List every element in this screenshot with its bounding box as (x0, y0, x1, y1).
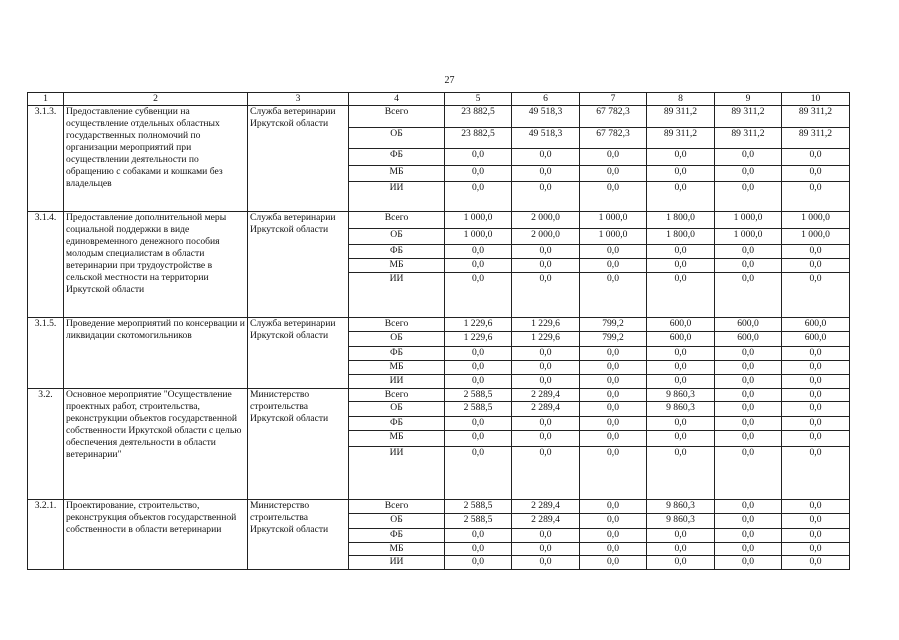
amount-cell: 2 588,5 (445, 389, 512, 402)
amount-cell: 0,0 (512, 149, 580, 166)
amount-cell: 0,0 (782, 556, 850, 570)
funding-source: ОБ (349, 332, 445, 347)
amount-cell: 0,0 (782, 431, 850, 447)
funding-source: Всего (349, 106, 445, 128)
row-number: 3.1.3. (28, 106, 64, 212)
amount-cell: 0,0 (782, 514, 850, 529)
amount-cell: 23 882,5 (445, 106, 512, 128)
amount-cell: 0,0 (580, 529, 647, 543)
funding-source: ОБ (349, 514, 445, 529)
funding-source: ИИ (349, 273, 445, 318)
amount-cell: 0,0 (445, 431, 512, 447)
amount-cell: 0,0 (715, 166, 782, 182)
amount-cell: 89 311,2 (715, 128, 782, 149)
amount-cell: 0,0 (445, 182, 512, 212)
amount-cell: 0,0 (647, 245, 715, 259)
header-cell: 2 (64, 93, 248, 106)
amount-cell: 0,0 (445, 166, 512, 182)
activity-name: Проведение мероприятий по консервации и ликвидации скотомогильников (64, 318, 248, 389)
table-row (28, 212, 850, 229)
header-cell: 9 (715, 93, 782, 106)
amount-cell: 0,0 (580, 361, 647, 375)
amount-cell: 0,0 (580, 375, 647, 389)
amount-cell: 0,0 (445, 417, 512, 431)
amount-cell: 89 311,2 (715, 106, 782, 128)
row-number: 3.2.1. (28, 500, 64, 570)
amount-cell: 23 882,5 (445, 128, 512, 149)
amount-cell: 0,0 (715, 361, 782, 375)
amount-cell: 0,0 (580, 166, 647, 182)
table-row (28, 318, 850, 332)
amount-cell: 1 229,6 (445, 332, 512, 347)
amount-cell: 0,0 (782, 543, 850, 556)
amount-cell: 0,0 (445, 347, 512, 361)
amount-cell: 0,0 (782, 375, 850, 389)
amount-cell: 0,0 (647, 361, 715, 375)
amount-cell: 0,0 (445, 245, 512, 259)
amount-cell: 0,0 (715, 402, 782, 417)
amount-cell: 0,0 (580, 514, 647, 529)
amount-cell: 0,0 (647, 431, 715, 447)
funding-source: ИИ (349, 556, 445, 570)
funding-source: МБ (349, 361, 445, 375)
row-number: 3.1.4. (28, 212, 64, 318)
amount-cell: 0,0 (782, 361, 850, 375)
amount-cell: 89 311,2 (782, 106, 850, 128)
amount-cell: 1 229,6 (445, 318, 512, 332)
amount-cell: 0,0 (512, 259, 580, 273)
amount-cell: 49 518,3 (512, 128, 580, 149)
amount-cell: 0,0 (580, 431, 647, 447)
amount-cell: 1 800,0 (647, 229, 715, 245)
header-cell: 6 (512, 93, 580, 106)
amount-cell: 0,0 (715, 245, 782, 259)
amount-cell: 0,0 (580, 347, 647, 361)
amount-cell: 2 289,4 (512, 500, 580, 514)
amount-cell: 0,0 (512, 347, 580, 361)
amount-cell: 0,0 (782, 149, 850, 166)
amount-cell: 0,0 (647, 149, 715, 166)
amount-cell: 0,0 (445, 361, 512, 375)
amount-cell: 49 518,3 (512, 106, 580, 128)
funding-source: ФБ (349, 149, 445, 166)
amount-cell: 0,0 (715, 417, 782, 431)
amount-cell: 0,0 (715, 447, 782, 500)
amount-cell: 0,0 (445, 375, 512, 389)
activity-name: Проектирование, строительство, реконструкция объектов государственной собственности в области ветеринарии (64, 500, 248, 570)
activity-name: Предоставление субвенции на осуществление отдельных областных государственных полномочий по организации мероприятий при осуществлении деятельности по обращению с собаками и кошками без владельцев (64, 106, 248, 212)
amount-cell: 0,0 (782, 245, 850, 259)
amount-cell: 0,0 (580, 417, 647, 431)
amount-cell: 600,0 (647, 318, 715, 332)
amount-cell: 799,2 (580, 332, 647, 347)
header-cell: 3 (248, 93, 349, 106)
amount-cell: 0,0 (782, 389, 850, 402)
page-number: 27 (444, 75, 455, 86)
amount-cell: 0,0 (512, 166, 580, 182)
amount-cell: 0,0 (580, 402, 647, 417)
amount-cell: 9 860,3 (647, 514, 715, 529)
amount-cell: 0,0 (512, 543, 580, 556)
header-row (28, 93, 850, 106)
budget-table (27, 92, 850, 570)
amount-cell: 0,0 (445, 273, 512, 318)
amount-cell: 67 782,3 (580, 128, 647, 149)
funding-source: ОБ (349, 128, 445, 149)
row-number: 3.2. (28, 389, 64, 500)
funding-source: ФБ (349, 417, 445, 431)
amount-cell: 2 588,5 (445, 514, 512, 529)
amount-cell: 1 000,0 (782, 212, 850, 229)
amount-cell: 0,0 (580, 447, 647, 500)
amount-cell: 2 289,4 (512, 389, 580, 402)
header-cell: 8 (647, 93, 715, 106)
amount-cell: 1 000,0 (580, 229, 647, 245)
amount-cell: 0,0 (647, 529, 715, 543)
amount-cell: 0,0 (647, 447, 715, 500)
amount-cell: 600,0 (715, 332, 782, 347)
amount-cell: 89 311,2 (647, 106, 715, 128)
amount-cell: 0,0 (580, 182, 647, 212)
amount-cell: 0,0 (512, 245, 580, 259)
amount-cell: 0,0 (782, 402, 850, 417)
amount-cell: 2 000,0 (512, 212, 580, 229)
amount-cell: 0,0 (445, 543, 512, 556)
responsible-executor: Министерство строительства Иркутской области (248, 500, 349, 570)
amount-cell: 0,0 (715, 375, 782, 389)
amount-cell: 0,0 (647, 543, 715, 556)
amount-cell: 0,0 (580, 556, 647, 570)
amount-cell: 0,0 (782, 347, 850, 361)
amount-cell: 799,2 (580, 318, 647, 332)
amount-cell: 1 000,0 (782, 229, 850, 245)
funding-source: ИИ (349, 182, 445, 212)
amount-cell: 0,0 (445, 149, 512, 166)
responsible-executor: Служба ветеринарии Иркутской области (248, 106, 349, 212)
funding-source: ОБ (349, 402, 445, 417)
amount-cell: 1 000,0 (715, 229, 782, 245)
amount-cell: 0,0 (512, 182, 580, 212)
amount-cell: 0,0 (715, 273, 782, 318)
table-row (28, 106, 850, 128)
responsible-executor: Служба ветеринарии Иркутской области (248, 318, 349, 389)
amount-cell: 0,0 (715, 389, 782, 402)
amount-cell: 0,0 (715, 514, 782, 529)
amount-cell: 67 782,3 (580, 106, 647, 128)
amount-cell: 0,0 (782, 529, 850, 543)
amount-cell: 0,0 (512, 447, 580, 500)
amount-cell: 0,0 (715, 431, 782, 447)
table-row (28, 500, 850, 514)
amount-cell: 0,0 (512, 417, 580, 431)
amount-cell: 0,0 (512, 529, 580, 543)
amount-cell: 0,0 (647, 347, 715, 361)
amount-cell: 9 860,3 (647, 389, 715, 402)
header-cell: 7 (580, 93, 647, 106)
amount-cell: 9 860,3 (647, 402, 715, 417)
amount-cell: 0,0 (715, 500, 782, 514)
amount-cell: 1 800,0 (647, 212, 715, 229)
amount-cell: 1 000,0 (445, 229, 512, 245)
amount-cell: 0,0 (580, 543, 647, 556)
amount-cell: 0,0 (715, 529, 782, 543)
table-body (28, 93, 850, 570)
amount-cell: 0,0 (715, 149, 782, 166)
amount-cell: 0,0 (445, 556, 512, 570)
amount-cell: 1 229,6 (512, 318, 580, 332)
amount-cell: 0,0 (782, 273, 850, 318)
amount-cell: 2 289,4 (512, 514, 580, 529)
amount-cell: 0,0 (512, 375, 580, 389)
amount-cell: 0,0 (715, 182, 782, 212)
funding-source: ИИ (349, 447, 445, 500)
amount-cell: 0,0 (715, 543, 782, 556)
amount-cell: 1 229,6 (512, 332, 580, 347)
amount-cell: 0,0 (445, 529, 512, 543)
activity-name: Основное мероприятие "Осуществление проектных работ, строительства, реконструкции объектов государственной собственности Иркутской области с целью обеспечения деятельности в области ветеринарии" (64, 389, 248, 500)
amount-cell: 0,0 (647, 417, 715, 431)
funding-source: Всего (349, 318, 445, 332)
amount-cell: 0,0 (782, 259, 850, 273)
amount-cell: 1 000,0 (445, 212, 512, 229)
funding-source: ФБ (349, 529, 445, 543)
amount-cell: 1 000,0 (715, 212, 782, 229)
header-cell: 4 (349, 93, 445, 106)
funding-source: Всего (349, 212, 445, 229)
amount-cell: 0,0 (580, 245, 647, 259)
responsible-executor: Министерство строительства Иркутской области (248, 389, 349, 500)
amount-cell: 0,0 (445, 447, 512, 500)
amount-cell: 600,0 (647, 332, 715, 347)
amount-cell: 0,0 (715, 259, 782, 273)
amount-cell: 0,0 (647, 273, 715, 318)
table-row (28, 389, 850, 402)
amount-cell: 0,0 (647, 166, 715, 182)
funding-source: ОБ (349, 229, 445, 245)
amount-cell: 89 311,2 (782, 128, 850, 149)
amount-cell: 0,0 (512, 273, 580, 318)
amount-cell: 2 000,0 (512, 229, 580, 245)
amount-cell: 2 289,4 (512, 402, 580, 417)
amount-cell: 0,0 (580, 500, 647, 514)
funding-source: ФБ (349, 347, 445, 361)
header-cell: 5 (445, 93, 512, 106)
amount-cell: 0,0 (580, 389, 647, 402)
amount-cell: 0,0 (715, 556, 782, 570)
responsible-executor: Служба ветеринарии Иркутской области (248, 212, 349, 318)
amount-cell: 0,0 (647, 375, 715, 389)
funding-source: МБ (349, 431, 445, 447)
amount-cell: 0,0 (445, 259, 512, 273)
amount-cell: 0,0 (647, 259, 715, 273)
amount-cell: 0,0 (512, 431, 580, 447)
amount-cell: 0,0 (647, 182, 715, 212)
amount-cell: 0,0 (647, 556, 715, 570)
header-cell: 10 (782, 93, 850, 106)
amount-cell: 2 588,5 (445, 402, 512, 417)
amount-cell: 600,0 (782, 318, 850, 332)
funding-source: ИИ (349, 375, 445, 389)
amount-cell: 0,0 (512, 556, 580, 570)
amount-cell: 0,0 (580, 273, 647, 318)
amount-cell: 1 000,0 (580, 212, 647, 229)
funding-source: Всего (349, 500, 445, 514)
amount-cell: 2 588,5 (445, 500, 512, 514)
amount-cell: 0,0 (782, 500, 850, 514)
funding-source: ФБ (349, 245, 445, 259)
amount-cell: 0,0 (512, 361, 580, 375)
amount-cell: 89 311,2 (647, 128, 715, 149)
amount-cell: 0,0 (782, 166, 850, 182)
row-number: 3.1.5. (28, 318, 64, 389)
amount-cell: 0,0 (580, 149, 647, 166)
funding-source: МБ (349, 543, 445, 556)
funding-source: МБ (349, 166, 445, 182)
funding-source: Всего (349, 389, 445, 402)
header-cell: 1 (28, 93, 64, 106)
amount-cell: 0,0 (715, 347, 782, 361)
activity-name: Предоставление дополнительной меры социальной поддержки в виде единовременного денежного пособия молодым специалистам в области ветеринарии при трудоустройстве в сельской местности на территории Иркутской области (64, 212, 248, 318)
amount-cell: 600,0 (715, 318, 782, 332)
amount-cell: 600,0 (782, 332, 850, 347)
amount-cell: 0,0 (782, 182, 850, 212)
amount-cell: 0,0 (580, 259, 647, 273)
amount-cell: 0,0 (782, 417, 850, 431)
amount-cell: 9 860,3 (647, 500, 715, 514)
amount-cell: 0,0 (782, 447, 850, 500)
funding-source: МБ (349, 259, 445, 273)
